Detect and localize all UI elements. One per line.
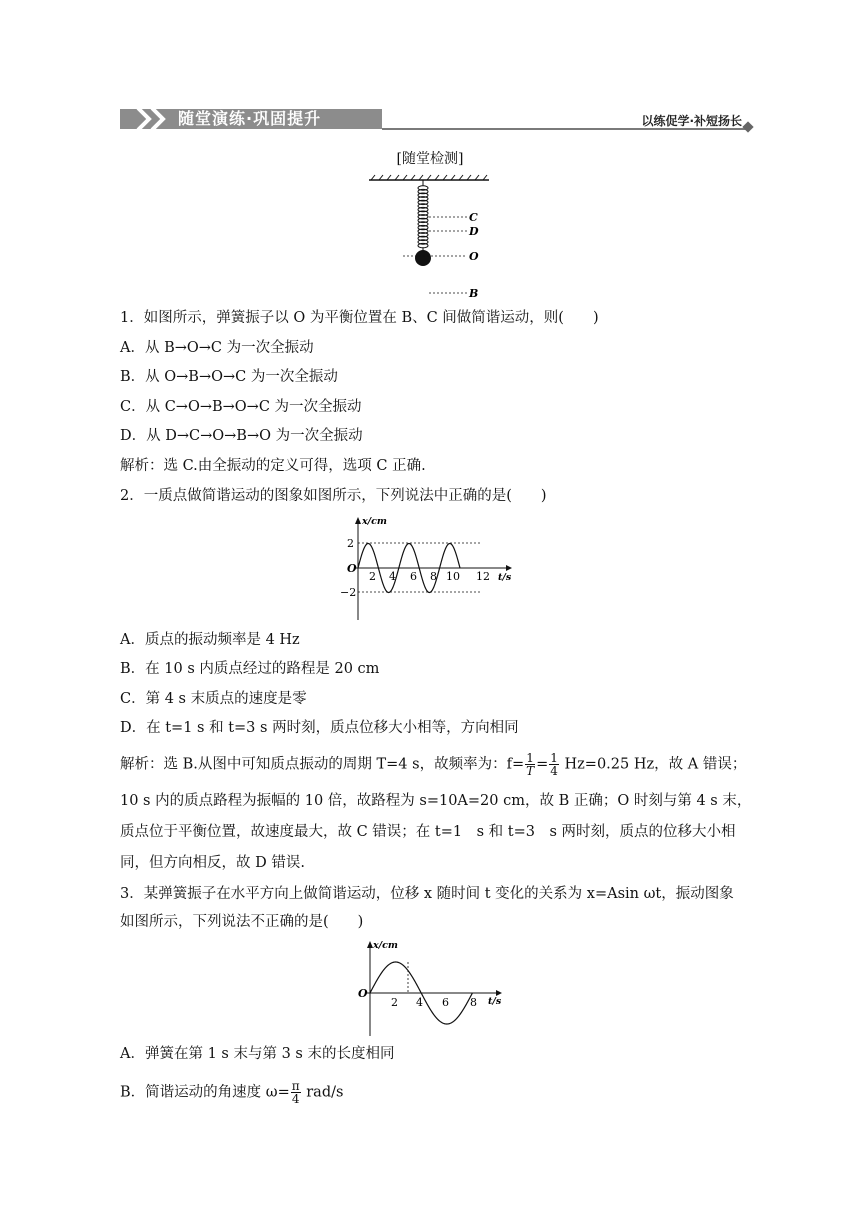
x-tick-label: 2: [391, 996, 398, 1009]
answer-1: 解析：选 C.由全振动的定义可得，选项 C 正确.: [120, 458, 426, 474]
question-3: 3．某弹簧振子在水平方向上做简谐运动，位移 x 随时间 t 变化的关系为 x=Asin ωt，振动图象: [120, 886, 734, 902]
fraction-pi-over-4: $\frac{\pi}{4}$: [291, 1079, 300, 1106]
spring-coil: [418, 186, 428, 248]
label-c: C: [469, 211, 478, 224]
answer-2-line-3: 质点位于平衡位置，故速度最大，故 C 错误；在 t=1 s 和 t=3 s 两时刻，质点的位移大小相: [120, 824, 736, 840]
x-tick-label: 4: [416, 996, 423, 1009]
oscillator-ball: [415, 250, 431, 266]
option-2c: C．第 4 s 末质点的速度是零: [120, 691, 307, 707]
x-axis-label: t/s: [488, 996, 502, 1007]
x-tick-label: 8: [430, 570, 437, 583]
x-tick-label: 10: [446, 570, 460, 583]
option-1c: C．从 C→O→B→O→C 为一次全振动: [120, 399, 362, 415]
y-tick-label: 2: [347, 537, 354, 550]
chart-q3-sine: [348, 936, 508, 1038]
option-2d: D．在 t=1 s 和 t=3 s 两时刻，质点位移大小相等，方向相同: [120, 720, 519, 736]
x-tick-label: 2: [369, 570, 376, 583]
label-b: B: [469, 287, 479, 300]
answer-2-line-4: 同，但方向相反，故 D 错误.: [120, 855, 305, 871]
question-2: 2．一质点做简谐运动的图象如图所示，下列说法中正确的是( ): [120, 488, 547, 504]
fraction-1-over-t: $\frac{1}{T}$: [526, 751, 535, 778]
x-tick-label: 4: [389, 570, 396, 583]
question-3-cont: 如图所示，下列说法不正确的是( ): [120, 914, 364, 930]
x-tick-label: 6: [410, 570, 417, 583]
x-tick-label: 6: [442, 996, 449, 1009]
banner-title: 随堂演练·巩固提升: [178, 109, 322, 128]
origin-label: O: [347, 562, 357, 575]
section-label: [随堂检测]: [396, 151, 464, 167]
x-tick-label: 8: [470, 996, 477, 1009]
option-1a: A．从 B→O→C 为一次全振动: [120, 340, 314, 356]
option-1b: B．从 O→B→O→C 为一次全振动: [120, 369, 338, 385]
label-d: D: [469, 225, 479, 238]
answer-2-line-1: 解析：选 B.从图中可知质点振动的周期 T=4 s，故频率为：f= $\frac{1}{T}$ = $\frac{1}{4}$ Hz=0.25 Hz，故 A 错误；: [120, 751, 747, 778]
question-1: 1．如图所示，弹簧振子以 O 为平衡位置在 B、C 间做简谐运动，则( ): [120, 310, 599, 326]
spring-oscillator-figure: [365, 172, 495, 304]
banner-subtitle: 以练促学·补短扬长: [641, 114, 742, 128]
diamond-icon: [742, 121, 753, 132]
y-axis-label: x/cm: [373, 940, 398, 951]
y-axis-label: x/cm: [362, 516, 387, 527]
x-axis-label: t/s: [498, 572, 512, 583]
option-3b: B．简谐运动的角速度 ω= $\frac{\pi}{4}$ rad/s: [120, 1079, 344, 1106]
y-tick-label: −2: [340, 586, 357, 599]
option-2a: A．质点的振动频率是 4 Hz: [120, 632, 300, 648]
option-3a: A．弹簧在第 1 s 末与第 3 s 末的长度相同: [120, 1046, 395, 1062]
fraction-1-over-4: $\frac{1}{4}$: [550, 751, 558, 778]
y-axis-arrow: [355, 517, 361, 524]
x-axis-arrow: [506, 565, 512, 571]
label-o: O: [469, 250, 479, 263]
option-2b: B．在 10 s 内质点经过的路程是 20 cm: [120, 661, 380, 677]
answer-2-line-2: 10 s 内的质点路程为振幅的 10 倍，故路程为 s=10A=20 cm，故 B 正确；O 时刻与第 4 s 末，: [120, 793, 752, 809]
origin-label: O: [358, 987, 368, 1000]
chart-q2-sine: [328, 510, 528, 622]
x-tick-label: 12: [476, 570, 490, 583]
section-banner: [120, 104, 756, 134]
option-1d: D．从 D→C→O→B→O 为一次全振动: [120, 428, 363, 444]
chevron-icon: [134, 105, 178, 133]
